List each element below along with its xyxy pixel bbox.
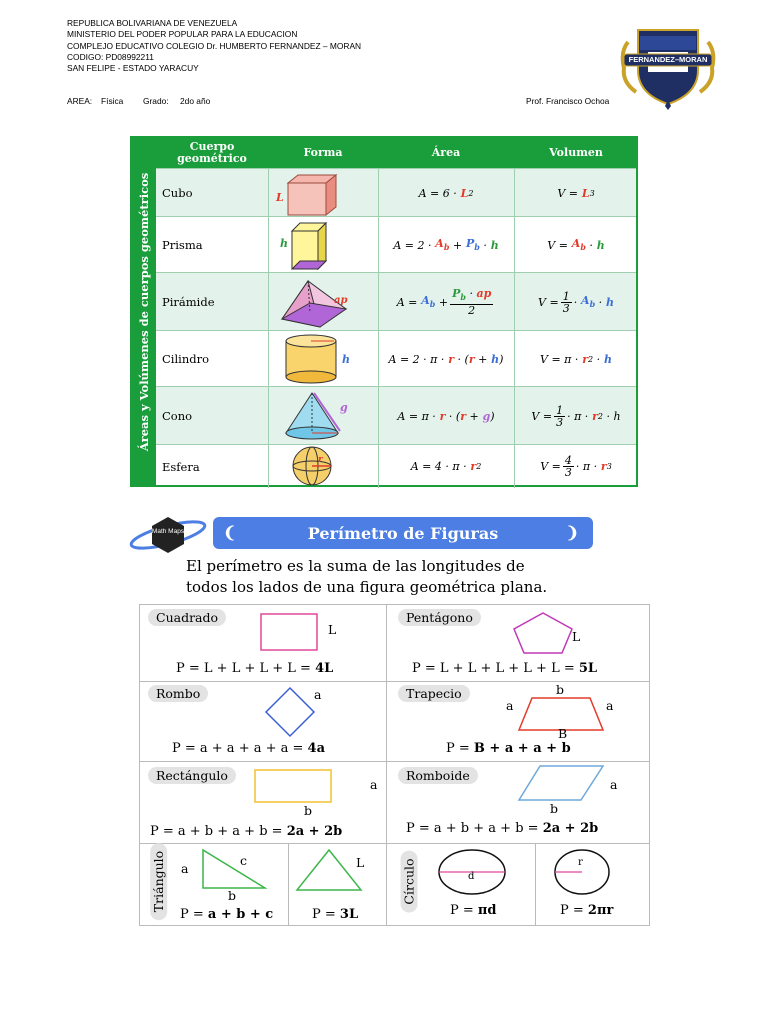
pentagon-side-label: L: [572, 629, 581, 644]
prism-icon: [268, 217, 378, 273]
header-line: MINISTERIO DEL PODER POPULAR PARA LA EDUCACION: [67, 29, 298, 40]
circle-r-label: r: [578, 857, 583, 868]
shape-name-rectangulo: Rectángulo: [148, 767, 236, 784]
table-row: [156, 168, 636, 217]
sphere-label: r: [318, 455, 323, 465]
cylinder-area-formula: A = 2 · π · r · ( r + h ): [388, 352, 504, 366]
rectangle-side-label: a: [370, 777, 378, 792]
header-area: Área: [431, 146, 461, 159]
perimeter-title: Perímetro de Figuras: [307, 523, 499, 543]
perimeter-table: [139, 604, 650, 926]
pyramid-volume-formula: V = $\frac{1}{3}$ · $A_b$ · h: [538, 289, 614, 315]
perimeter-title-banner: [213, 517, 593, 549]
formula-bold: 2πr: [587, 903, 614, 918]
header-line: COMPLEJO EDUCATIVO COLEGIO Dr. HUMBERTO FERNANDEZ – MORAN: [67, 40, 362, 51]
banner-left-mark: ❨: [223, 525, 237, 542]
rhombus-shape: [265, 687, 315, 737]
formula-result: 4a: [307, 741, 326, 756]
prism-volume-formula: V = $A_b$ · h: [547, 237, 605, 253]
pentagon-formula: [412, 661, 597, 676]
school-logo: [618, 22, 718, 110]
sphere-icon: [268, 445, 378, 488]
areas-volumes-table: [130, 136, 638, 487]
formula-text: P =: [446, 741, 474, 756]
math-maps-logo: [128, 515, 208, 555]
rectangle-shape: [254, 769, 334, 805]
triangle-a-label: a: [181, 861, 189, 876]
square-shape: [260, 613, 320, 653]
shape-name-circulo: Círculo: [401, 850, 418, 912]
header-line: REPUBLICA BOLIVARIANA DE VENEZUELA: [67, 18, 238, 28]
definition-line: El perímetro es la suma de las longitudes de: [186, 557, 525, 575]
right-triangle-shape: [202, 849, 266, 889]
table-row: [156, 272, 636, 331]
shape-name-rombo: Rombo: [148, 685, 208, 702]
formula-result: 2a + 2b: [286, 824, 343, 839]
formula-bold: a + b + c: [207, 907, 274, 922]
side-title-text: Áreas y Volúmenes de cuerpos geométricos: [137, 172, 151, 451]
header-volumen: Volumen: [549, 146, 603, 159]
table-side-title: [132, 138, 156, 485]
formula-text: P = a + a + a + a =: [172, 741, 308, 756]
rectangle-bottom-label: b: [304, 803, 313, 818]
header-cuerpo: Cuerpo geométrico: [177, 140, 247, 165]
formula-text: P = a + b + a + b =: [150, 824, 287, 839]
solid-name: Cubo: [162, 186, 193, 200]
table-row: [156, 444, 636, 488]
circle-formula-d: [450, 903, 497, 918]
rhombus-formula: [172, 741, 325, 756]
logo-text: FERNANDEZ–MORAN: [628, 55, 708, 64]
formula-bold: 3L: [339, 907, 359, 922]
formula-text: P =: [450, 903, 478, 918]
formula-bold: B: [473, 741, 485, 756]
rhomboid-formula: [406, 821, 598, 836]
table-header: [156, 138, 636, 168]
cube-area-formula: A = 6 · L 2: [418, 186, 474, 200]
equilateral-triangle-shape: [296, 849, 365, 891]
cone-label: g: [340, 401, 348, 414]
triangle-formula: [180, 907, 273, 922]
perimeter-definition: [186, 556, 547, 598]
shape-name-triangulo: Triángulo: [150, 843, 167, 920]
header-line: CODIGO: PD08992211: [67, 51, 154, 62]
formula-text: P = a + b + a + b =: [406, 821, 543, 836]
circle-d-label: d: [468, 871, 475, 882]
equilateral-formula: [312, 907, 358, 922]
school-header: [67, 18, 361, 74]
solid-name: Prisma: [162, 238, 203, 252]
solid-name: Cono: [162, 409, 193, 423]
formula-text: P =: [560, 903, 588, 918]
cone-volume-formula: V = $\frac{1}{3}$ · π · r 2 · h: [531, 403, 621, 429]
shape-name-cuadrado: Cuadrado: [148, 609, 226, 626]
sphere-area-formula: A = 4 · π · r 2: [410, 460, 482, 473]
trapezoid-left-label: a: [506, 698, 514, 713]
cube-volume-formula: V = L 3: [557, 186, 595, 200]
solid-name: Cilindro: [162, 352, 210, 366]
area-label: AREA:: [67, 96, 93, 106]
equilateral-side-label: L: [356, 855, 365, 870]
rhomboid-bottom-label: b: [550, 801, 559, 816]
shape-name-romboide: Romboide: [398, 767, 478, 784]
formula-result: 4L: [315, 661, 334, 676]
table-row: [156, 386, 636, 445]
formula-result: 5L: [578, 661, 598, 676]
table-row: [156, 330, 636, 387]
math-maps-text: Math Maps: [151, 528, 185, 535]
teacher-name: Prof. Francisco Ochoa: [526, 96, 610, 106]
formula-text: P =: [180, 907, 208, 922]
solid-name: Esfera: [162, 459, 200, 474]
cone-area-formula: A = π · r · ( r + g ): [397, 409, 495, 423]
pentagon-shape: [510, 611, 576, 655]
header-line: SAN FELIPE - ESTADO YARACUY: [67, 63, 199, 74]
cylinder-icon: [268, 331, 378, 387]
formula-bold: πd: [477, 903, 497, 918]
formula-text: P =: [312, 907, 340, 922]
sphere-volume-formula: V = $\frac{4}{3}$ · π · r 3: [540, 454, 612, 479]
rectangle-formula: [150, 824, 342, 839]
triangle-c-label: c: [240, 853, 248, 868]
prism-area-formula: A = 2 · $A_b$ + $P_b$ · h: [393, 237, 499, 253]
square-side-label: L: [328, 622, 337, 637]
cylinder-label: h: [342, 353, 350, 366]
cube-label: L: [276, 191, 284, 204]
square-formula: [176, 661, 333, 676]
circle-formula-r: [560, 903, 613, 918]
formula-rest: + a + a + b: [484, 741, 571, 756]
formula-result: 2a + 2b: [542, 821, 599, 836]
formula-text: P = L + L + L + L + L =: [412, 661, 579, 676]
rhomboid-shape: [518, 765, 604, 801]
triangle-b-label: b: [228, 888, 237, 903]
header-forma: Forma: [303, 146, 343, 159]
pyramid-area-formula: A = $A_b$ + $\frac{P_b \cdot ap}{2}$: [396, 287, 492, 317]
cylinder-volume-formula: V = π · r 2 · h: [540, 352, 612, 366]
table-row: [156, 216, 636, 273]
trapezoid-top-label: b: [556, 682, 565, 697]
circle-radius-shape: [554, 849, 610, 895]
trapezoid-right-label: a: [606, 698, 614, 713]
grade-value: 2do año: [180, 96, 211, 106]
pyramid-icon: [268, 273, 378, 331]
formula-text: P = L + L + L + L =: [176, 661, 316, 676]
definition-line: todos los lados de una figura geométrica plana.: [186, 578, 548, 596]
banner-right-mark: ❩: [565, 525, 579, 542]
pyramid-label: ap: [334, 295, 348, 306]
rhombus-side-label: a: [314, 687, 322, 702]
cube-icon: [268, 169, 378, 217]
grade-label: Grado:: [143, 96, 169, 106]
rhomboid-side-label: a: [610, 777, 618, 792]
solid-name: Pirámide: [162, 295, 215, 309]
shape-name-trapecio: Trapecio: [398, 685, 470, 702]
area-value: Física: [101, 96, 124, 106]
trapezoid-formula: [446, 741, 571, 756]
trapezoid-bottom-label: B: [558, 726, 568, 741]
prism-label: h: [280, 237, 288, 250]
shape-name-pentagono: Pentágono: [398, 609, 481, 626]
cone-icon: [268, 387, 378, 445]
